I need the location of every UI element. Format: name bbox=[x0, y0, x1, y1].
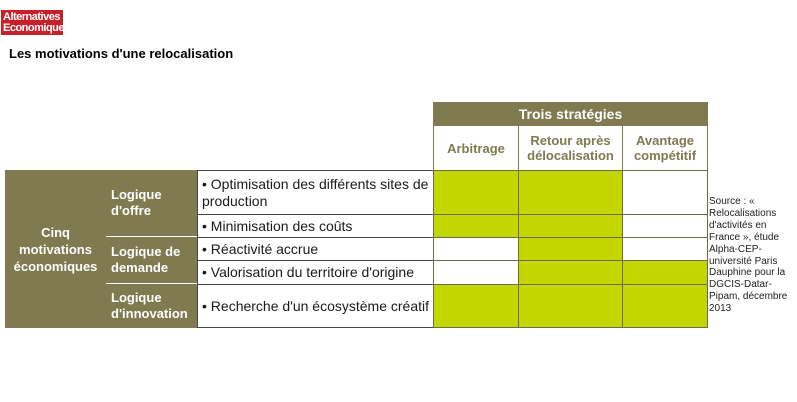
motivation-row-2: • Minimisation des coûts bbox=[197, 214, 434, 238]
main-category: Cinq motivations économiques bbox=[5, 170, 106, 328]
cell-r3-c1 bbox=[433, 237, 519, 261]
cell-r5-c3 bbox=[622, 284, 708, 328]
group-logique-innovation: Logique d'innovation bbox=[106, 284, 197, 328]
strategy-header-avantage: Avantage compétitif bbox=[622, 125, 708, 171]
cell-r4-c3 bbox=[622, 260, 708, 285]
strategy-header-retour: Retour après délocalisation bbox=[518, 125, 623, 171]
strategies-header bbox=[433, 102, 708, 125]
cell-r4-c2 bbox=[518, 260, 623, 285]
motivation-row-1: • Optimisation des différents sites de production bbox=[197, 170, 434, 215]
group-logique-demande: Logique de demande bbox=[106, 237, 197, 284]
cell-r1-c3 bbox=[622, 170, 708, 215]
logo-line-2: Economiques bbox=[3, 22, 70, 34]
page-title: Les motivations d'une relocalisation bbox=[9, 46, 234, 61]
source-note: Source : « Relocalisations d'activités en France », étude Alpha-CEP-université Paris Dauphine pour la DGCIS-Datar-Pipam, décembre 2013 bbox=[709, 196, 788, 315]
cell-r1-c2 bbox=[518, 170, 623, 215]
publisher-logo bbox=[1, 10, 70, 35]
cell-r1-c1 bbox=[433, 170, 519, 215]
motivation-row-4: • Valorisation du territoire d'origine bbox=[197, 260, 434, 285]
strategies-header-label: Trois stratégies bbox=[518, 105, 623, 122]
cell-r2-c2 bbox=[518, 214, 623, 238]
logo-line-1: Alternatives bbox=[3, 11, 60, 23]
cell-r5-c1 bbox=[433, 284, 519, 328]
cell-r5-c2 bbox=[518, 284, 623, 328]
group-logique-offre: Logique d'offre bbox=[106, 170, 197, 237]
cell-r3-c2 bbox=[518, 237, 623, 261]
motivation-row-3: • Réactivité accrue bbox=[197, 237, 434, 261]
cell-r4-c1 bbox=[433, 260, 519, 285]
strategy-header-arbitrage: Arbitrage bbox=[433, 125, 519, 171]
cell-r2-c1 bbox=[433, 214, 519, 238]
cell-r2-c3 bbox=[622, 214, 708, 238]
cell-r3-c3 bbox=[622, 237, 708, 261]
motivation-row-5: • Recherche d'un écosystème créatif bbox=[197, 284, 434, 328]
